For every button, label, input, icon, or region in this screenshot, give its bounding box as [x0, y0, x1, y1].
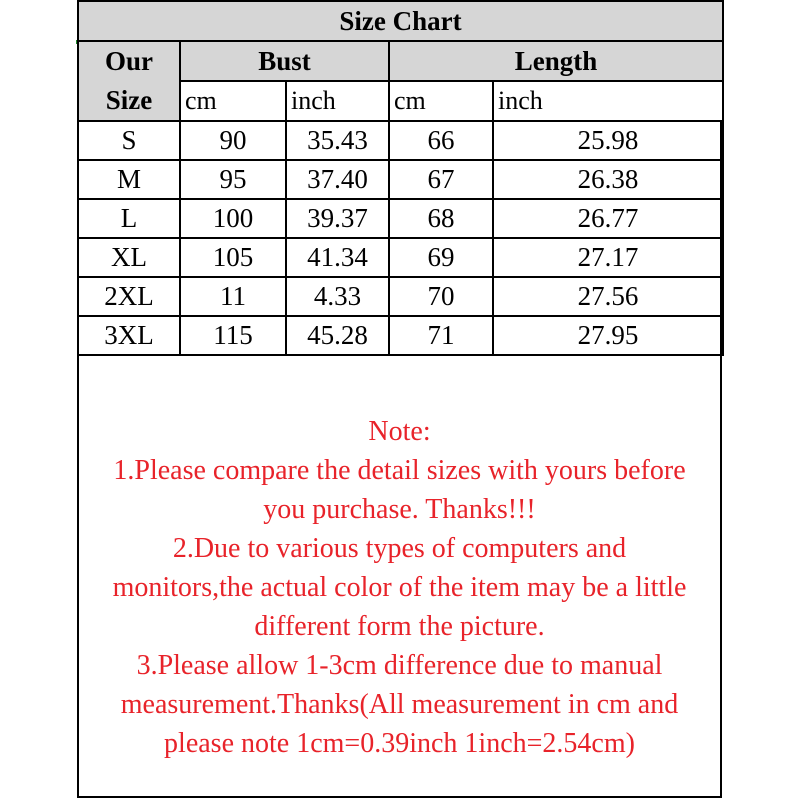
size-cell: L: [78, 199, 180, 238]
bust-cm-cell: 105: [180, 238, 286, 277]
bust-cm-cell: 100: [180, 199, 286, 238]
bust-inch-cell: 37.40: [286, 160, 389, 199]
length-inch-cell: 27.17: [493, 238, 723, 277]
length-inch-cell: 26.38: [493, 160, 723, 199]
table-row: [78, 160, 723, 199]
table-row: [78, 199, 723, 238]
length-inch-cell: 26.77: [493, 199, 723, 238]
table-row: [78, 121, 723, 160]
note-line: different form the picture.: [254, 611, 545, 642]
size-cell: S: [78, 121, 180, 160]
bust-cm-cell: 115: [180, 316, 286, 355]
length-inch-unit: inch: [493, 81, 723, 121]
table-title: Size Chart: [78, 1, 723, 41]
size-cell: 3XL: [78, 316, 180, 355]
length-cm-cell: 66: [389, 121, 493, 160]
bust-inch-cell: 39.37: [286, 199, 389, 238]
note-line: measurement.Thanks(All measurement in cm and: [120, 689, 679, 720]
note-line: you purchase. Thanks!!!: [263, 494, 536, 525]
bust-inch-cell: 45.28: [286, 316, 389, 355]
length-cm-cell: 71: [389, 316, 493, 355]
size-header-line1: Our: [104, 46, 153, 76]
length-cm-unit: cm: [389, 81, 493, 121]
bust-cm-cell: 90: [180, 121, 286, 160]
bust-inch-cell: 41.34: [286, 238, 389, 277]
bust-inch-cell: 4.33: [286, 277, 389, 316]
length-cm-cell: 67: [389, 160, 493, 199]
table-row: [78, 238, 723, 277]
note-heading: Note:: [368, 416, 431, 447]
table-row: [78, 277, 723, 316]
bust-cm-cell: 95: [180, 160, 286, 199]
length-cm-cell: 68: [389, 199, 493, 238]
note-line: monitors,the actual color of the item may be a little: [112, 572, 687, 603]
bust-inch-unit: inch: [286, 81, 389, 121]
length-inch-cell: 27.95: [493, 316, 723, 355]
length-header: Length: [389, 41, 723, 81]
size-cell: XL: [78, 238, 180, 277]
size-cell: 2XL: [78, 277, 180, 316]
bust-cm-unit: cm: [180, 81, 286, 121]
bust-header: Bust: [180, 41, 389, 81]
length-inch-cell: 25.98: [493, 121, 723, 160]
bust-inch-cell: 35.43: [286, 121, 389, 160]
length-cm-cell: 69: [389, 238, 493, 277]
size-header: [78, 41, 180, 121]
bust-cm-cell: 11: [180, 277, 286, 316]
note-line: 3.Please allow 1-3cm difference due to manual: [136, 650, 663, 681]
note-line: 2.Due to various types of computers and: [172, 533, 627, 564]
size-cell: M: [78, 160, 180, 199]
note-line: please note 1cm=0.39inch 1inch=2.54cm): [164, 728, 635, 759]
size-header-line2: Size: [105, 85, 153, 115]
length-cm-cell: 70: [389, 277, 493, 316]
notes-block: [79, 412, 720, 763]
table-row: [78, 316, 723, 355]
note-line: 1.Please compare the detail sizes with yours before: [113, 455, 686, 486]
size-chart-table: [77, 0, 724, 356]
length-inch-cell: 27.56: [493, 277, 723, 316]
